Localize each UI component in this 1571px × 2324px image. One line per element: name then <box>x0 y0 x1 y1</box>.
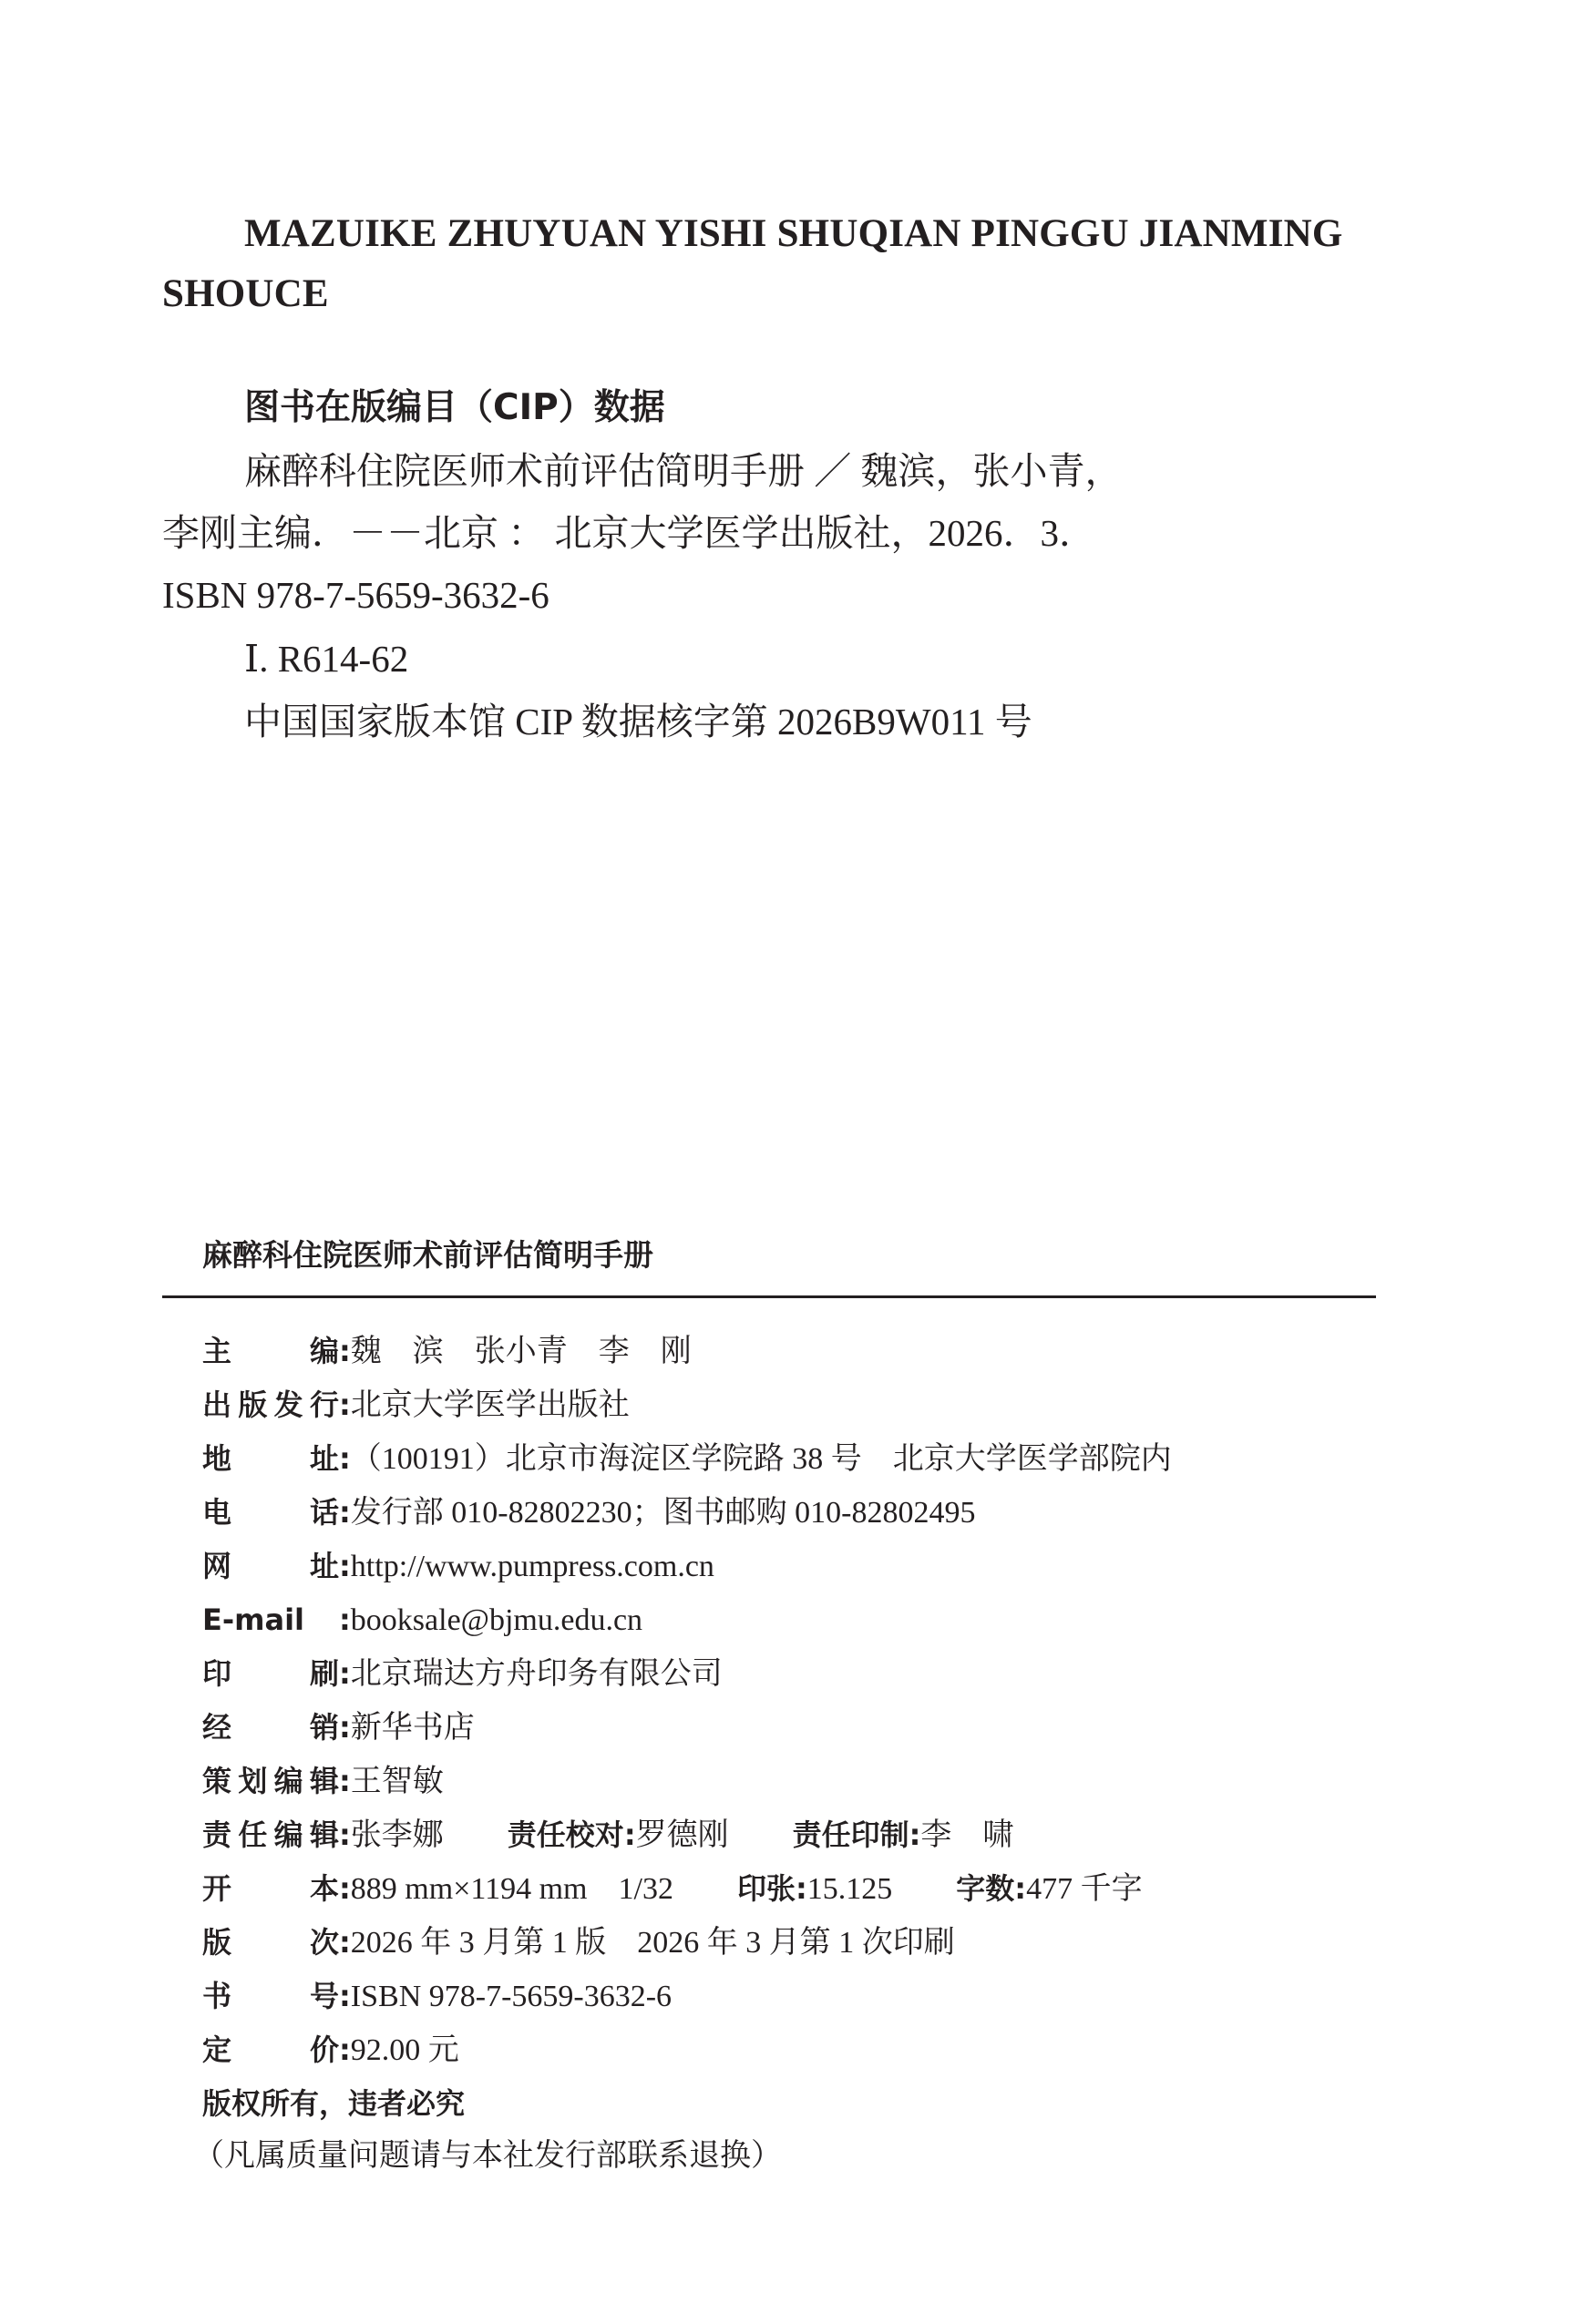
info-label: 定价 <box>202 2032 339 2067</box>
info-publisher: 出版发行:北京大学医学出版社 <box>202 1383 630 1427</box>
info-value: 王智敏 <box>350 1765 444 1798</box>
info-planning-editor: 策划编辑:王智敏 <box>202 1759 444 1803</box>
info-value: 2026 年 3 月第 1 版 2026 年 3 月第 1 次印刷 <box>350 1926 955 1960</box>
info-label: 责任印制 <box>792 1817 909 1852</box>
info-value: 15.125 <box>806 1872 893 1906</box>
info-label: 责任编辑 <box>202 1817 339 1852</box>
info-label: 经销 <box>202 1710 339 1745</box>
info-printer: 印刷:北京瑞达方舟印务有限公司 <box>202 1652 723 1695</box>
return-note-text: （凡属质量问题请与本社发行部联系退换） <box>193 2139 782 2173</box>
info-distributor: 经销:新华书店 <box>202 1705 475 1749</box>
pinyin-title <box>162 204 1383 324</box>
info-label: 出版发行 <box>202 1387 339 1422</box>
return-note <box>193 2135 782 2178</box>
info-address: 地址:（100191）北京市海淀区学院路 38 号 北京大学医学部院内 <box>202 1437 1172 1480</box>
info-edition: 版次:2026 年 3 月第 1 版 2026 年 3 月第 1 次印刷 <box>202 1920 955 1964</box>
info-email: E-mail :booksale@bjmu.edu.cn <box>202 1598 642 1642</box>
info-value: 北京瑞达方舟印务有限公司 <box>350 1657 723 1691</box>
info-website: 网址:http://www.pumpress.com.cn <box>202 1544 714 1588</box>
cip-line2: 李刚主编．－－北京 ： 北京大学医学出版社，2026．3． <box>162 512 1096 554</box>
copyright-notice <box>202 2082 465 2125</box>
book-title: 麻醉科住院医师术前评估简明手册 <box>202 1237 653 1273</box>
cip-isbn: ISBN 978-7-5659-3632-6 <box>162 574 549 616</box>
info-value: 北京大学医学出版社 <box>350 1388 630 1422</box>
cip-line1: 麻醉科住院医师术前评估简明手册 ／ 魏滨，张小青， <box>244 450 1123 492</box>
cip-classification: Ⅰ. R614-62 <box>244 638 409 680</box>
info-label: E-mail <box>202 1602 305 1637</box>
info-label: 字数 <box>956 1871 1015 1906</box>
info-editor: 主编:魏 滨 张小青 李 刚 <box>202 1329 692 1373</box>
info-label: 开本 <box>202 1871 339 1906</box>
info-label: 地址 <box>202 1441 339 1476</box>
info-label: 版次 <box>202 1925 339 1960</box>
info-value: 魏 滨 张小青 李 刚 <box>350 1335 692 1368</box>
info-price: 定价:92.00 元 <box>202 2028 459 2072</box>
info-value: （100191）北京市海淀区学院路 38 号 北京大学医学部院内 <box>350 1442 1172 1476</box>
info-responsibility: 责任编辑:张李娜 责任校对:罗德刚 责任印制:李 啸 <box>202 1813 1013 1857</box>
info-value: http://www.pumpress.com.cn <box>350 1550 714 1583</box>
info-label: 印刷 <box>202 1656 339 1691</box>
info-isbn: 书号:ISBN 978-7-5659-3632-6 <box>202 1974 672 2018</box>
info-value: 92.00 元 <box>350 2033 459 2067</box>
info-phone: 电话:发行部 010-82802230；图书邮购 010-82802495 <box>202 1490 975 1534</box>
info-label: 电话 <box>202 1495 339 1530</box>
info-value: 889 mm×1194 mm 1/32 <box>350 1872 673 1906</box>
pinyin-title-line1: MAZUIKE ZHUYUAN YISHI SHUQIAN PINGGU JIANMING <box>244 212 1343 255</box>
info-value: ISBN 978-7-5659-3632-6 <box>350 1980 673 2013</box>
cip-heading: 图书在版编目（CIP）数据 <box>244 387 665 428</box>
info-value: 发行部 010-82802230；图书邮购 010-82802495 <box>350 1496 976 1530</box>
info-value: 李 啸 <box>920 1818 1014 1852</box>
info-value: 张李娜 <box>350 1818 444 1852</box>
info-label: 网址 <box>202 1549 339 1583</box>
info-label: 责任校对 <box>507 1817 624 1852</box>
info-value: 新华书店 <box>350 1711 475 1745</box>
copyright-text: 版权所有，违者必究 <box>202 2086 466 2121</box>
info-label: 主编 <box>202 1334 339 1368</box>
info-format: 开本:889 mm×1194 mm 1/32 印张:15.125 字数:477 千字 <box>202 1867 1143 1910</box>
divider <box>162 1295 1376 1298</box>
info-value: 罗德刚 <box>635 1818 729 1852</box>
info-label: 书号 <box>202 1979 339 2013</box>
pinyin-title-line2: SHOUCE <box>162 272 329 315</box>
info-label: 印张 <box>736 1871 796 1906</box>
info-value: 477 千字 <box>1026 1872 1143 1906</box>
cip-record: 中国国家版本馆 CIP 数据核字第 2026B9W011 号 <box>244 701 1032 742</box>
info-value: booksale@bjmu.edu.cn <box>350 1603 643 1637</box>
info-label: 策划编辑 <box>202 1764 339 1798</box>
